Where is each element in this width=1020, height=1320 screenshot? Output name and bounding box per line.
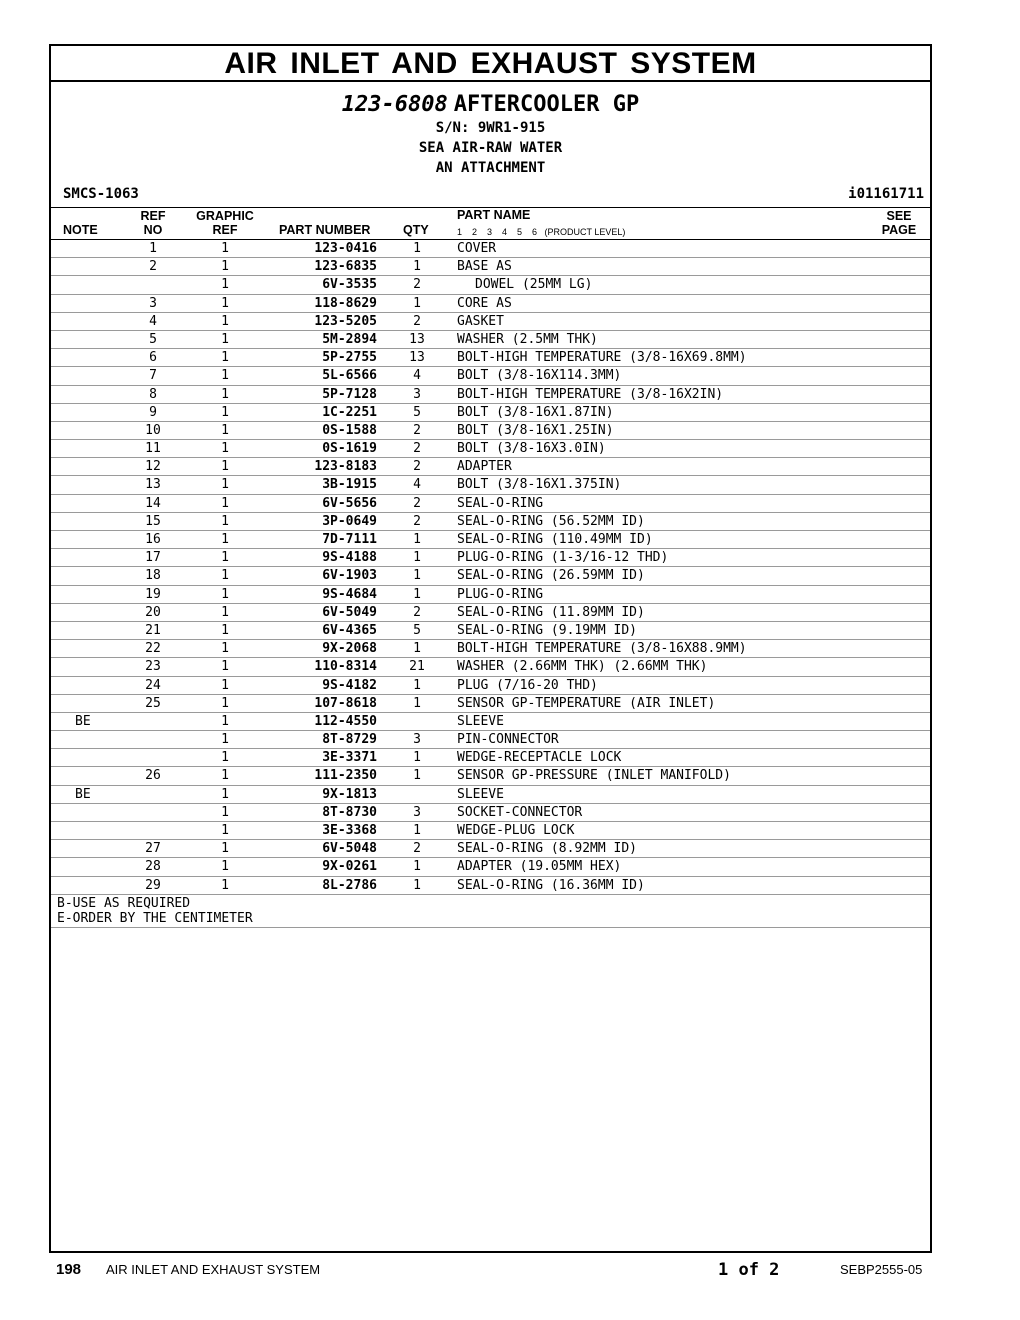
graphic-ref-cell: 1 bbox=[221, 459, 229, 475]
part-name-cell: CORE AS bbox=[457, 295, 512, 311]
part-number-cell: 9X-1813 bbox=[322, 786, 377, 802]
part-number-cell: 118-8629 bbox=[314, 295, 377, 311]
table-row bbox=[51, 640, 930, 658]
graphic-ref-cell: 1 bbox=[221, 295, 229, 311]
notes-section bbox=[51, 895, 930, 928]
qty-cell: 2 bbox=[413, 495, 421, 511]
part-name-cell: SENSOR GP-PRESSURE (INLET MANIFOLD) bbox=[457, 768, 731, 784]
qty-cell: 13 bbox=[409, 350, 425, 366]
qty-cell: 5 bbox=[413, 404, 421, 420]
part-name-cell: SEAL-O-RING (16.36MM ID) bbox=[457, 877, 645, 893]
table-row bbox=[51, 476, 930, 494]
table-row bbox=[51, 804, 930, 822]
group-title bbox=[51, 92, 930, 118]
table-row bbox=[51, 422, 930, 440]
part-number-cell: 110-8314 bbox=[314, 659, 377, 675]
parts-list bbox=[51, 240, 930, 895]
qty-cell: 1 bbox=[413, 295, 421, 311]
part-name-cell: BOLT (3/8-16X114.3MM) bbox=[457, 368, 622, 384]
graphic-ref-cell: 1 bbox=[221, 604, 229, 620]
qty-cell: 3 bbox=[413, 732, 421, 748]
page-of: 1 of 2 bbox=[718, 1260, 780, 1280]
smcs-code: SMCS-1063 bbox=[63, 186, 139, 202]
qty-cell: 2 bbox=[413, 277, 421, 293]
part-name-cell: SEAL-O-RING (11.89MM ID) bbox=[457, 604, 645, 620]
qty-cell: 1 bbox=[413, 586, 421, 602]
graphic-ref-cell: 1 bbox=[221, 259, 229, 275]
ref-no-cell: 23 bbox=[145, 659, 161, 675]
graphic-ref-cell: 1 bbox=[221, 477, 229, 493]
part-name-cell: SLEEVE bbox=[457, 786, 504, 802]
part-number-cell: 9S-4182 bbox=[322, 677, 377, 693]
ref-no-cell: 9 bbox=[149, 404, 157, 420]
part-name-cell: BOLT (3/8-16X3.0IN) bbox=[457, 441, 606, 457]
part-number-cell: 6V-5656 bbox=[322, 495, 377, 511]
part-number-cell: 3P-0649 bbox=[322, 513, 377, 529]
qty-cell: 1 bbox=[413, 241, 421, 256]
qty-cell: 2 bbox=[413, 441, 421, 457]
part-name-cell: GASKET bbox=[457, 313, 504, 329]
ref-no-cell: 14 bbox=[145, 495, 161, 511]
table-row bbox=[51, 731, 930, 749]
ref-no-cell: 15 bbox=[145, 513, 161, 529]
graphic-ref-cell: 1 bbox=[221, 513, 229, 529]
part-number-cell: 9X-2068 bbox=[322, 641, 377, 657]
col-part-number: PART NUMBER bbox=[279, 223, 371, 237]
ref-no-cell: 11 bbox=[145, 441, 161, 457]
part-number-cell: 111-2350 bbox=[314, 768, 377, 784]
illustration-id: i01161711 bbox=[848, 186, 924, 202]
page-footer bbox=[0, 1258, 1020, 1282]
table-row bbox=[51, 622, 930, 640]
table-row bbox=[51, 531, 930, 549]
table-row bbox=[51, 767, 930, 785]
part-name-cell: DOWEL (25MM LG) bbox=[475, 277, 593, 293]
ref-no-cell: 6 bbox=[149, 350, 157, 366]
parts-page-frame bbox=[49, 44, 932, 1253]
ref-no-cell: 2 bbox=[149, 259, 157, 275]
part-number-cell: 5P-2755 bbox=[322, 350, 377, 366]
qty-cell: 2 bbox=[413, 422, 421, 438]
qty-cell: 1 bbox=[413, 750, 421, 766]
part-number-cell: 123-8183 bbox=[314, 459, 377, 475]
graphic-ref-cell: 1 bbox=[221, 804, 229, 820]
ref-no-cell: 22 bbox=[145, 641, 161, 657]
col-see-bottom: PAGE bbox=[881, 223, 917, 237]
qty-cell: 4 bbox=[413, 368, 421, 384]
table-row bbox=[51, 749, 930, 767]
part-number-cell: 123-6835 bbox=[314, 259, 377, 275]
table-row bbox=[51, 276, 930, 294]
part-number-cell: 8L-2786 bbox=[322, 877, 377, 893]
table-row bbox=[51, 349, 930, 367]
graphic-ref-cell: 1 bbox=[221, 550, 229, 566]
col-see-top: SEE bbox=[886, 209, 912, 223]
part-number-cell: 0S-1588 bbox=[322, 422, 377, 438]
group-header bbox=[51, 82, 930, 207]
ref-no-cell: 7 bbox=[149, 368, 157, 384]
qty-cell: 1 bbox=[413, 677, 421, 693]
col-ref-top: REF bbox=[140, 209, 166, 223]
qty-cell: 1 bbox=[413, 859, 421, 875]
table-row bbox=[51, 658, 930, 676]
table-row bbox=[51, 822, 930, 840]
graphic-ref-cell: 1 bbox=[221, 386, 229, 402]
qty-cell: 2 bbox=[413, 604, 421, 620]
table-row bbox=[51, 240, 930, 258]
table-row bbox=[51, 586, 930, 604]
part-name-cell: PIN-CONNECTOR bbox=[457, 732, 559, 748]
part-number-cell: 6V-1903 bbox=[322, 568, 377, 584]
part-number-cell: 5M-2894 bbox=[322, 331, 377, 347]
col-qty: QTY bbox=[403, 223, 429, 237]
ref-no-cell: 18 bbox=[145, 568, 161, 584]
group-description-line-3: AN ATTACHMENT bbox=[435, 160, 546, 176]
part-name-cell: SLEEVE bbox=[457, 713, 504, 729]
qty-cell: 1 bbox=[413, 568, 421, 584]
page-number: 198 bbox=[56, 1261, 82, 1278]
ref-no-cell: 28 bbox=[145, 859, 161, 875]
part-number-cell: 107-8618 bbox=[314, 695, 377, 711]
graphic-ref-cell: 1 bbox=[221, 823, 229, 838]
part-number-cell: 8T-8730 bbox=[322, 804, 377, 820]
note-cell: BE bbox=[75, 786, 91, 802]
part-name-cell: WEDGE-PLUG LOCK bbox=[457, 823, 575, 838]
graphic-ref-cell: 1 bbox=[221, 441, 229, 457]
col-graphic-bottom: REF bbox=[212, 223, 238, 237]
part-number-cell: 3E-3371 bbox=[322, 750, 377, 766]
part-number-cell: 9S-4684 bbox=[322, 586, 377, 602]
part-name-cell: SOCKET-CONNECTOR bbox=[457, 804, 583, 820]
footer-section: AIR INLET AND EXHAUST SYSTEM bbox=[106, 1262, 321, 1277]
part-name-cell: BOLT-HIGH TEMPERATURE (3/8-16X88.9MM) bbox=[457, 641, 747, 657]
table-row bbox=[51, 495, 930, 513]
qty-cell: 4 bbox=[413, 477, 421, 493]
ref-no-cell: 19 bbox=[145, 586, 161, 602]
table-header bbox=[51, 207, 930, 240]
note-line: E-ORDER BY THE CENTIMETER bbox=[57, 910, 253, 926]
part-name-cell: ADAPTER bbox=[457, 459, 512, 475]
table-row bbox=[51, 367, 930, 385]
qty-cell: 13 bbox=[409, 331, 425, 347]
part-name-cell: BOLT (3/8-16X1.25IN) bbox=[457, 422, 614, 438]
col-product-levels: 1 2 3 4 5 6 (PRODUCT LEVEL) bbox=[457, 227, 626, 237]
ref-no-cell: 4 bbox=[149, 313, 157, 329]
graphic-ref-cell: 1 bbox=[221, 768, 229, 784]
part-name-cell: PLUG (7/16-20 THD) bbox=[457, 677, 598, 693]
ref-no-cell: 10 bbox=[145, 422, 161, 438]
note-line: B-USE AS REQUIRED bbox=[57, 895, 191, 911]
col-note: NOTE bbox=[63, 223, 98, 237]
group-name: AFTERCOOLER GP bbox=[453, 92, 640, 117]
table-row bbox=[51, 877, 930, 895]
ref-no-cell: 13 bbox=[145, 477, 161, 493]
part-name-cell: SEAL-O-RING (8.92MM ID) bbox=[457, 841, 638, 857]
col-part-name: PART NAME bbox=[457, 208, 531, 222]
qty-cell: 2 bbox=[413, 313, 421, 329]
graphic-ref-cell: 1 bbox=[221, 786, 229, 802]
ref-no-cell: 29 bbox=[145, 877, 161, 893]
graphic-ref-cell: 1 bbox=[221, 404, 229, 420]
graphic-ref-cell: 1 bbox=[221, 695, 229, 711]
part-name-cell: WASHER (2.66MM THK) (2.66MM THK) bbox=[457, 659, 708, 675]
serial-number: S/N: 9WR1-915 bbox=[435, 120, 546, 136]
col-ref-bottom: NO bbox=[143, 223, 163, 237]
ref-no-cell: 3 bbox=[149, 295, 157, 311]
graphic-ref-cell: 1 bbox=[221, 859, 229, 875]
ref-no-cell: 16 bbox=[145, 532, 161, 547]
table-row bbox=[51, 786, 930, 804]
table-row bbox=[51, 604, 930, 622]
graphic-ref-cell: 1 bbox=[221, 368, 229, 384]
qty-cell: 1 bbox=[413, 259, 421, 275]
graphic-ref-cell: 1 bbox=[221, 277, 229, 293]
graphic-ref-cell: 1 bbox=[221, 732, 229, 748]
ref-no-cell: 21 bbox=[145, 622, 161, 638]
graphic-ref-cell: 1 bbox=[221, 532, 229, 547]
graphic-ref-cell: 1 bbox=[221, 750, 229, 766]
part-number-cell: 123-5205 bbox=[314, 313, 377, 329]
part-name-cell: BOLT-HIGH TEMPERATURE (3/8-16X2IN) bbox=[457, 386, 724, 402]
part-name-cell: SENSOR GP-TEMPERATURE (AIR INLET) bbox=[457, 695, 716, 711]
qty-cell: 2 bbox=[413, 841, 421, 857]
group-number: 123-6808 bbox=[341, 92, 448, 117]
part-name-cell: BASE AS bbox=[457, 259, 512, 275]
graphic-ref-cell: 1 bbox=[221, 713, 229, 729]
part-number-cell: 3B-1915 bbox=[322, 477, 377, 493]
table-row bbox=[51, 567, 930, 585]
ref-no-cell: 17 bbox=[145, 550, 161, 566]
part-name-cell: WEDGE-RECEPTACLE LOCK bbox=[457, 750, 622, 766]
qty-cell: 3 bbox=[413, 804, 421, 820]
part-number-cell: 1C-2251 bbox=[322, 404, 377, 420]
ref-no-cell: 27 bbox=[145, 841, 161, 857]
system-title: AIR INLET AND EXHAUST SYSTEM bbox=[51, 46, 930, 82]
qty-cell: 1 bbox=[413, 695, 421, 711]
graphic-ref-cell: 1 bbox=[221, 568, 229, 584]
ref-no-cell: 24 bbox=[145, 677, 161, 693]
part-name-cell: SEAL-O-RING bbox=[457, 495, 544, 511]
table-row bbox=[51, 713, 930, 731]
table-row bbox=[51, 695, 930, 713]
part-name-cell: BOLT (3/8-16X1.87IN) bbox=[457, 404, 614, 420]
graphic-ref-cell: 1 bbox=[221, 659, 229, 675]
part-name-cell: SEAL-O-RING (9.19MM ID) bbox=[457, 622, 638, 638]
note-cell: BE bbox=[75, 713, 91, 729]
graphic-ref-cell: 1 bbox=[221, 622, 229, 638]
part-number-cell: 9X-0261 bbox=[322, 859, 377, 875]
table-row bbox=[51, 258, 930, 276]
qty-cell: 1 bbox=[413, 641, 421, 657]
part-name-cell: COVER bbox=[457, 241, 497, 256]
graphic-ref-cell: 1 bbox=[221, 841, 229, 857]
part-number-cell: 9S-4188 bbox=[322, 550, 377, 566]
graphic-ref-cell: 1 bbox=[221, 877, 229, 893]
graphic-ref-cell: 1 bbox=[221, 422, 229, 438]
table-row bbox=[51, 331, 930, 349]
table-row bbox=[51, 404, 930, 422]
table-row bbox=[51, 677, 930, 695]
table-row bbox=[51, 513, 930, 531]
ref-no-cell: 8 bbox=[149, 386, 157, 402]
graphic-ref-cell: 1 bbox=[221, 586, 229, 602]
qty-cell: 1 bbox=[413, 550, 421, 566]
part-name-cell: PLUG-O-RING bbox=[457, 586, 544, 602]
part-number-cell: 123-0416 bbox=[314, 241, 377, 256]
qty-cell: 2 bbox=[413, 513, 421, 529]
ref-no-cell: 25 bbox=[145, 695, 161, 711]
qty-cell: 3 bbox=[413, 386, 421, 402]
ref-no-cell: 20 bbox=[145, 604, 161, 620]
col-graphic-top: GRAPHIC bbox=[196, 209, 254, 223]
table-row bbox=[51, 313, 930, 331]
part-number-cell: 0S-1619 bbox=[322, 441, 377, 457]
graphic-ref-cell: 1 bbox=[221, 350, 229, 366]
qty-cell: 2 bbox=[413, 459, 421, 475]
ref-no-cell: 5 bbox=[149, 331, 157, 347]
part-name-cell: BOLT-HIGH TEMPERATURE (3/8-16X69.8MM) bbox=[457, 350, 747, 366]
part-name-cell: SEAL-O-RING (56.52MM ID) bbox=[457, 513, 645, 529]
table-row bbox=[51, 295, 930, 313]
graphic-ref-cell: 1 bbox=[221, 313, 229, 329]
ref-no-cell: 26 bbox=[145, 768, 161, 784]
part-number-cell: 3E-3368 bbox=[322, 823, 377, 838]
part-name-cell: PLUG-O-RING (1-3/16-12 THD) bbox=[457, 550, 669, 566]
table-row bbox=[51, 440, 930, 458]
part-number-cell: 6V-4365 bbox=[322, 622, 377, 638]
part-number-cell: 8T-8729 bbox=[322, 732, 377, 748]
qty-cell: 5 bbox=[413, 622, 421, 638]
qty-cell: 1 bbox=[413, 768, 421, 784]
part-number-cell: 6V-5048 bbox=[322, 841, 377, 857]
ref-no-cell: 12 bbox=[145, 459, 161, 475]
part-name-cell: BOLT (3/8-16X1.375IN) bbox=[457, 477, 622, 493]
part-number-cell: 6V-5049 bbox=[322, 604, 377, 620]
table-row bbox=[51, 458, 930, 476]
group-description-line-2: SEA AIR-RAW WATER bbox=[418, 140, 563, 156]
graphic-ref-cell: 1 bbox=[221, 677, 229, 693]
qty-cell: 21 bbox=[409, 659, 425, 675]
part-number-cell: 6V-3535 bbox=[322, 277, 377, 293]
ref-no-cell: 1 bbox=[149, 241, 157, 256]
graphic-ref-cell: 1 bbox=[221, 495, 229, 511]
part-number-cell: 5L-6566 bbox=[322, 368, 377, 384]
part-number-cell: 112-4550 bbox=[314, 713, 377, 729]
graphic-ref-cell: 1 bbox=[221, 331, 229, 347]
table-row bbox=[51, 840, 930, 858]
part-name-cell: SEAL-O-RING (110.49MM ID) bbox=[457, 532, 653, 547]
part-number-cell: 7D-7111 bbox=[322, 532, 377, 547]
graphic-ref-cell: 1 bbox=[221, 241, 229, 256]
table-row bbox=[51, 386, 930, 404]
table-row bbox=[51, 549, 930, 567]
part-name-cell: ADAPTER (19.05MM HEX) bbox=[457, 859, 622, 875]
qty-cell: 1 bbox=[413, 877, 421, 893]
graphic-ref-cell: 1 bbox=[221, 641, 229, 657]
part-name-cell: WASHER (2.5MM THK) bbox=[457, 331, 598, 347]
document-id: SEBP2555-05 bbox=[840, 1262, 923, 1277]
table-row bbox=[51, 858, 930, 876]
qty-cell: 1 bbox=[413, 823, 421, 838]
part-name-cell: SEAL-O-RING (26.59MM ID) bbox=[457, 568, 645, 584]
qty-cell: 1 bbox=[413, 532, 421, 547]
part-number-cell: 5P-7128 bbox=[322, 386, 377, 402]
